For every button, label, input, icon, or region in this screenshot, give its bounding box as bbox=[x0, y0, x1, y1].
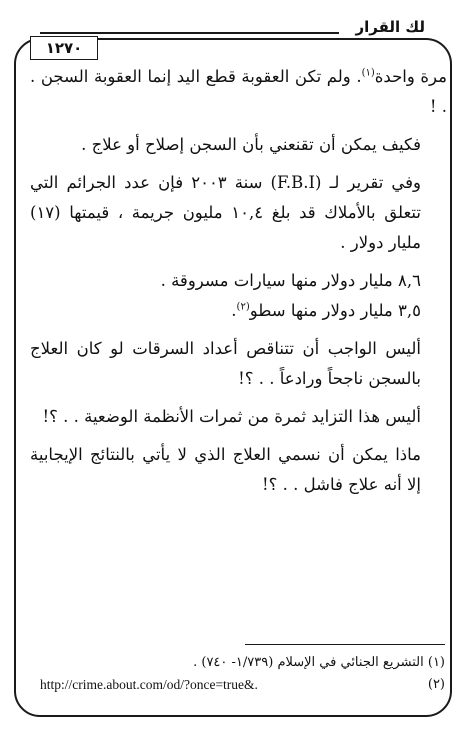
main-text bbox=[30, 62, 447, 508]
paragraph-4: ٨,٦ مليار دولار منها سيارات مسروقة . bbox=[160, 271, 421, 290]
footnote-2 bbox=[40, 674, 445, 696]
paragraph-5 bbox=[30, 296, 447, 326]
footnote-1-number: (١) bbox=[427, 655, 445, 670]
paragraph-3: وفي تقرير لـ (F.B.I) سنة ٢٠٠٣ فإن عدد الجرائم التي تتعلق بالأملاك قد بلغ ١٠,٤ مليون جريمة ، قيمتها (١٧) مليار دولار . bbox=[30, 173, 422, 252]
paragraph-5-text-b: . bbox=[231, 301, 237, 320]
footnotes bbox=[40, 652, 445, 696]
page-number-box: ١٢٧٠ bbox=[30, 36, 98, 60]
header-rule bbox=[40, 32, 339, 34]
paragraph-1-text-b: . ولم تكن العقوبة قطع اليد إنما العقوبة السجن . . ! bbox=[30, 67, 447, 116]
footnote-1 bbox=[40, 652, 445, 674]
paragraph-2: فكيف يمكن أن تقنعني بأن السجن إصلاح أو علاج . bbox=[81, 135, 421, 154]
running-header-title: لك القرار bbox=[350, 18, 432, 36]
footnote-1-text: التشريع الجنائي في الإسلام (١/٧٣٩- ٧٤٠) . bbox=[193, 655, 424, 670]
footnote-2-number: (٢) bbox=[427, 677, 445, 692]
footnote-ref-1: (١) bbox=[361, 67, 375, 79]
footnote-separator bbox=[245, 644, 445, 645]
paragraph-6: أليس الواجب أن تتناقص أعداد السرقات لو كان العلاج بالسجن ناجحاً ورادعاً . . ؟! bbox=[30, 339, 421, 388]
footnote-ref-2: (٢) bbox=[236, 301, 250, 313]
paragraph-8: ماذا يمكن أن نسمي العلاج الذي لا يأتي بالنتائج الإيجابية إلا أنه علاج فاشل . . ؟! bbox=[30, 445, 421, 494]
paragraph-7: أليس هذا التزايد ثمرة من ثمرات الأنظمة الوضعية . . ؟! bbox=[42, 407, 421, 426]
paragraph-1-text-a: مرة واحدة bbox=[374, 67, 448, 86]
paragraph-1 bbox=[30, 62, 447, 122]
paragraph-5-text-a: ٣,٥ مليار دولار منها سطو bbox=[249, 301, 421, 320]
footnote-2-url: http://crime.about.com/od/?once=true&. bbox=[40, 677, 258, 692]
